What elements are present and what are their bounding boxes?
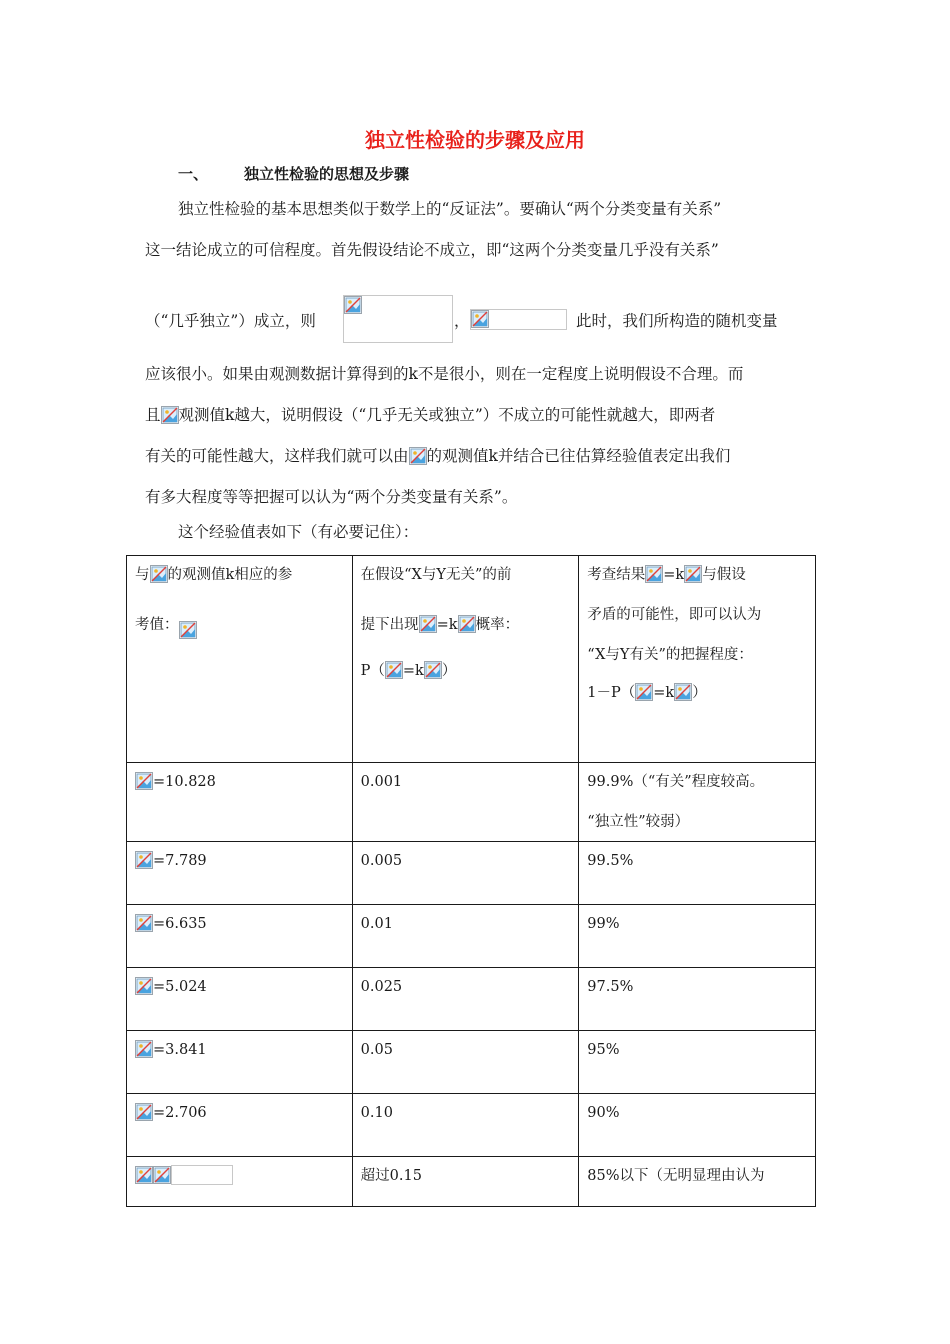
paragraph-line: ， — [454, 312, 470, 330]
table-cell-p: 0.10 — [352, 1094, 579, 1157]
header-text: 考值： — [135, 617, 179, 633]
header-text: =k — [653, 685, 675, 701]
header-text: ） — [692, 685, 707, 701]
table-cell-k — [127, 1094, 353, 1157]
header-text: 的观测值k相应的参 — [167, 567, 293, 583]
formula-image-placeholder — [171, 1165, 233, 1185]
table-intro: 这个经验值表如下（有必要记住）： — [178, 523, 419, 541]
broken-image-icon — [179, 621, 197, 639]
broken-image-icon — [135, 977, 153, 995]
paragraph-line: 独立性检验的基本思想类似于数学上的“反证法”。要确认“两个分类变量有关系” — [178, 200, 722, 218]
table-cell-p: 0.001 — [352, 763, 579, 842]
table-cell-k — [127, 763, 353, 842]
broken-image-icon — [458, 615, 476, 633]
table-cell-p: 0.05 — [352, 1031, 579, 1094]
table-row — [127, 905, 816, 968]
header-text: =k — [402, 663, 424, 679]
table-cell-confidence: 90% — [579, 1094, 816, 1157]
paragraph-line: 应该很小。如果由观测数据计算得到的k不是很小，则在一定程度上说明假设不合理。而 — [145, 365, 744, 383]
section-heading: 独立性检验的思想及步骤 — [244, 165, 410, 183]
broken-image-icon — [161, 406, 179, 424]
header-text: =k — [663, 567, 685, 583]
table-row — [127, 842, 816, 905]
table-row — [127, 1094, 816, 1157]
header-cell-confidence — [579, 556, 816, 763]
table-cell-k — [127, 1031, 353, 1094]
header-cell-statistic — [127, 556, 353, 763]
table-cell-p: 超过0.15 — [352, 1157, 579, 1207]
broken-image-icon — [135, 1103, 153, 1121]
header-text: 提下出现 — [360, 617, 419, 633]
table-cell-p: 0.025 — [352, 968, 579, 1031]
cell-text: =6.635 — [153, 916, 207, 932]
paragraph-text: 有关的可能性越大，这样我们就可以由 — [145, 447, 409, 465]
cell-text: 99.9%（“有关”程度较高。 — [587, 774, 765, 790]
header-cell-probability — [352, 556, 579, 763]
broken-image-icon — [674, 683, 692, 701]
header-text: ） — [441, 663, 457, 679]
header-text: 1－P（ — [587, 685, 636, 701]
broken-image-icon — [153, 1166, 171, 1184]
section-number: 一、 — [178, 165, 209, 183]
table-cell-k — [127, 905, 353, 968]
table-cell-p: 0.01 — [352, 905, 579, 968]
table-cell-confidence: 95% — [579, 1031, 816, 1094]
broken-image-icon — [385, 661, 403, 679]
broken-image-icon — [409, 447, 427, 465]
broken-image-icon — [135, 772, 153, 790]
table-cell-confidence: 85%以下（无明显理由认为 — [579, 1157, 816, 1207]
paragraph-text: 且 — [145, 406, 161, 424]
table-cell-k — [127, 1157, 353, 1207]
table-row — [127, 763, 816, 842]
cell-text: =2.706 — [153, 1105, 207, 1121]
table-row — [127, 968, 816, 1031]
header-text: P（ — [360, 663, 385, 679]
table-cell-confidence — [579, 763, 816, 842]
paragraph-line: 此时，我们所构造的随机变量 — [576, 312, 778, 330]
table-cell-confidence: 99% — [579, 905, 816, 968]
table-cell-k — [127, 842, 353, 905]
cell-text: =5.024 — [153, 979, 207, 995]
broken-image-icon — [135, 914, 153, 932]
paragraph-line — [145, 445, 730, 467]
broken-image-icon — [684, 565, 702, 583]
paragraph-line: 有多大程度等等把握可以认为“两个分类变量有关系”。 — [145, 488, 518, 506]
header-text: 矛盾的可能性，即可以认为 — [587, 607, 762, 623]
header-text: 概率： — [475, 617, 520, 633]
cell-text: “独立性”较弱） — [587, 814, 690, 830]
header-text: 与 — [135, 567, 150, 583]
broken-image-icon — [424, 661, 442, 679]
header-text: =k — [436, 617, 458, 633]
header-text: 考查结果 — [587, 567, 646, 583]
paragraph-line: （“几乎独立”）成立，则 — [145, 312, 316, 330]
broken-image-icon — [344, 296, 362, 314]
page-title: 独立性检验的步骤及应用 — [365, 128, 585, 152]
broken-image-icon — [471, 310, 489, 328]
broken-image-icon — [150, 565, 168, 583]
cell-text: =7.789 — [153, 853, 207, 869]
cell-text: =3.841 — [153, 1042, 207, 1058]
paragraph-text: 观测值k越大，说明假设（“几乎无关或独立”）不成立的可能性就越大，即两者 — [178, 406, 716, 424]
reference-table — [126, 555, 816, 1207]
broken-image-icon — [635, 683, 653, 701]
broken-image-icon — [135, 1040, 153, 1058]
header-text: 与假设 — [702, 567, 746, 583]
paragraph-text: 的观测值k并结合已往估算经验值表定出我们 — [426, 447, 731, 465]
broken-image-icon — [645, 565, 663, 583]
formula-image-placeholder — [470, 309, 567, 330]
table-cell-p: 0.005 — [352, 842, 579, 905]
table-cell-k — [127, 968, 353, 1031]
table-cell-confidence: 99.5% — [579, 842, 816, 905]
table-cell-confidence: 97.5% — [579, 968, 816, 1031]
table-header-row — [127, 556, 816, 763]
broken-image-icon — [419, 615, 437, 633]
table-row — [127, 1031, 816, 1094]
formula-image-placeholder — [343, 295, 453, 343]
paragraph-line: 这一结论成立的可信程度。首先假设结论不成立，即“这两个分类变量几乎没有关系” — [145, 241, 719, 259]
broken-image-icon — [135, 851, 153, 869]
cell-text: =10.828 — [153, 774, 216, 790]
table-row — [127, 1157, 816, 1207]
header-text: “X与Y有关”的把握程度： — [587, 647, 753, 663]
header-text: 在假设“X与Y无关”的前 — [360, 567, 512, 583]
paragraph-line — [145, 404, 715, 426]
broken-image-icon — [135, 1166, 153, 1184]
